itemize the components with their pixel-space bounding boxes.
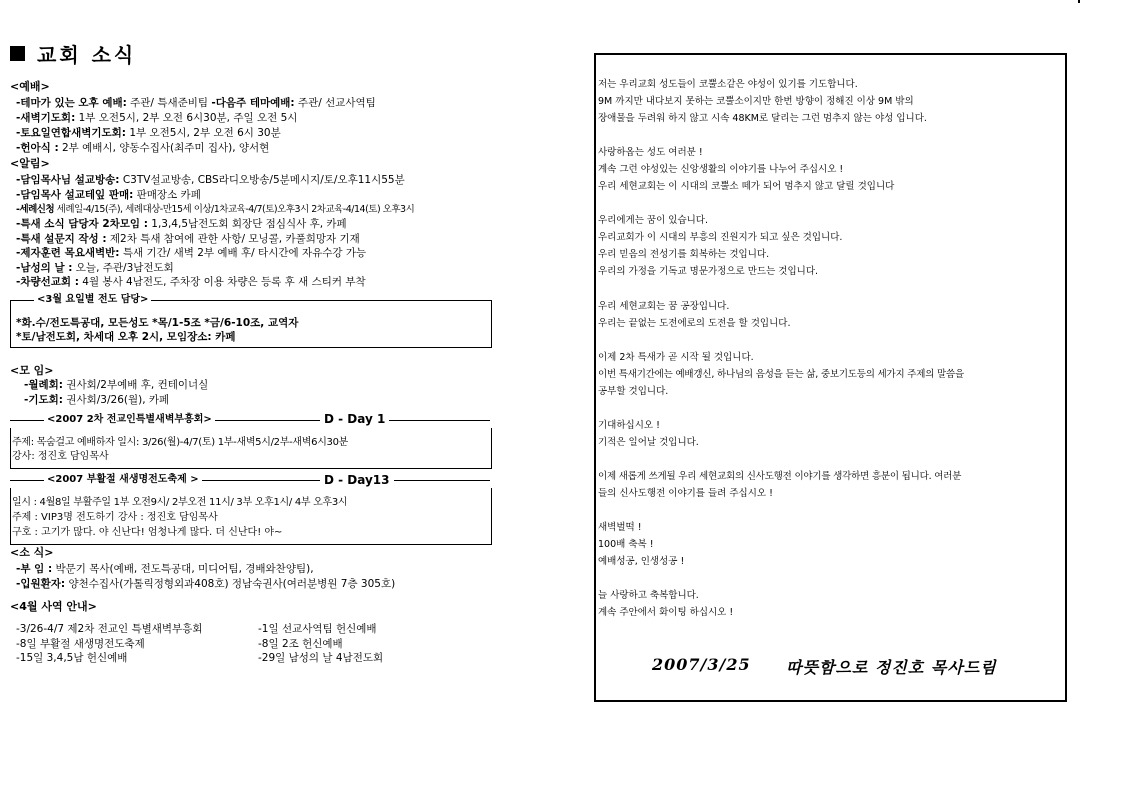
square-bullet-icon — [10, 46, 25, 61]
notice-item: -남성의 날 : 오늘, 주관/3남전도회 — [16, 262, 174, 274]
meeting-item: -기도회: 권사회/3/26(월), 카페 — [24, 394, 170, 406]
letter-line: 우리 세현교회는 이 시대의 코뿔소 떼가 되어 멈추지 않고 달릴 것입니다 — [598, 181, 895, 192]
letter-line: 사랑하옵는 성도 여러분 ! — [598, 147, 703, 158]
notice-item: -특새 소식 담당자 2차모임 : 1,3,4,5남전도회 회장단 점심식사 후, 카페 — [16, 218, 347, 230]
letter-line: 우리 믿음의 전성기를 회복하는 것입니다. — [598, 249, 770, 260]
letter-line: 9M 까지만 내다보지 못하는 코뿔소이지만 한번 방향이 정해진 이상 9M 밖의 — [598, 96, 914, 107]
letter-line: 들의 신사도행전 이야기를 들려 주십시오 ! — [598, 488, 773, 499]
worship-item: -토요일연합새벽기도회: 1부 오전5시, 2부 오전 6시 30분 — [16, 127, 281, 139]
letter-line: 장애물을 두려워 하지 않고 시속 48KM로 달리는 그런 멈추지 않는 야성 입니다. — [598, 113, 927, 124]
letter-line: 계속 그런 야성있는 신앙생활의 이야기를 나누어 주십시오 ! — [598, 164, 844, 175]
worship-item: -헌아식 : 2부 예배시, 양동수집사(최주미 집사), 양서현 — [16, 142, 270, 154]
march-evangelism-label: <3월 요일별 전도 담당> — [34, 293, 151, 307]
easter-line: 구호 : 고기가 많다. 야 신난다! 엄청나게 많다. 더 신난다! 야~ — [12, 527, 283, 538]
notice-item: -담임목사 설교테잎 판매: 판매장소 카페 — [16, 189, 201, 201]
letter-date: 2007/3/25 — [652, 655, 751, 674]
worship-item: -테마가 있는 오후 예배: 주관/ 특새준비팀 -다음주 테마예배: 주관/ 선교사역팀 — [16, 97, 376, 109]
april-item: -8일 2조 헌신예배 — [258, 638, 343, 650]
letter-line: 이제 2차 특새가 곧 시작 될 것입니다. — [598, 352, 754, 363]
easter-line: 주제 : VIP3명 전도하기 강사 : 정진호 담임목사 — [12, 512, 218, 523]
dawn-revival-line: 강사: 정진호 담임목사 — [12, 451, 109, 462]
april-item: -3/26-4/7 제2차 전교인 특별새벽부흥회 — [16, 623, 203, 635]
notice-item: -차량선교회 : 4월 봉사 4남전도, 주차장 이용 차량은 등록 후 새 스티커 부착 — [16, 276, 366, 288]
april-heading: <4월 사역 안내> — [10, 600, 97, 613]
easter-label: <2007 부활절 새생명전도축제 > — [44, 473, 202, 487]
dawn-revival-line: 주제: 목숨걸고 예배하자 일시: 3/26(월)-4/7(토) 1부-새벽5시/2부-새벽6시30분 — [12, 437, 349, 448]
march-evangelism-line: *토/남전도회, 차세대 오후 2시, 모임장소: 카페 — [16, 331, 236, 343]
letter-line: 공부할 것입니다. — [598, 386, 669, 397]
notice-heading: <알림> — [10, 157, 50, 170]
corner-mark — [1078, 0, 1080, 3]
easter-dday: D - Day13 — [320, 472, 394, 488]
news-item: -부 임 : 박문기 목사(예배, 전도특공대, 미디어팀, 경배와찬양팀), — [16, 563, 314, 575]
letter-line: 계속 주안에서 화이팅 하십시오 ! — [598, 607, 734, 618]
pastor-letter-box — [594, 53, 1067, 702]
letter-signature: 따뜻함으로 정진호 목사드림 — [786, 658, 997, 677]
letter-line: 우리 세현교회는 꿈 공장입니다. — [598, 301, 730, 312]
april-item: -15일 3,4,5남 헌신예배 — [16, 652, 128, 664]
letter-line: 새벽벌떡 ! — [598, 522, 642, 533]
april-item: -1일 선교사역팀 헌신예배 — [258, 623, 377, 635]
worship-item: -새벽기도회: 1부 오전5시, 2부 오전 6시30분, 주일 오전 5시 — [16, 112, 298, 124]
notice-item: -특새 설문지 작성 : 제2차 특새 참여에 관한 사항/ 모닝콜, 카풀희망자 기재 — [16, 233, 360, 245]
letter-line: 100배 축복 ! — [598, 539, 654, 550]
march-evangelism-line: *화.수/전도특공대, 모든성도 *목/1-5조 *금/6-10조, 교역자 — [16, 317, 299, 329]
notice-item: -세례신청 세례일-4/15(주), 세례대상-만15세 이상/1차교육-4/7(토)오후3시 2차교육-4/14(토) 오후3시 — [16, 204, 415, 215]
letter-line: 예배성공, 인생성공 ! — [598, 556, 685, 567]
letter-line: 늘 사랑하고 축복합니다. — [598, 590, 699, 601]
letter-line: 이제 새롭게 쓰게될 우리 세현교회의 신사도행전 이야기를 생각하면 흥분이 됩니다. 여러분 — [598, 471, 962, 482]
meeting-heading: <모 임> — [10, 364, 54, 377]
letter-line: 우리에게는 꿈이 있습니다. — [598, 215, 709, 226]
page-title-text: 교회 소식 — [37, 42, 137, 67]
news-heading: <소 식> — [10, 546, 54, 559]
page-title — [10, 40, 136, 66]
letter-line: 우리교회가 이 시대의 부흥의 진원지가 되고 싶은 것입니다. — [598, 232, 843, 243]
news-item: -입원환자: 양천수집사(가톨릭정형외과408호) 정남숙권사(여러분병원 7층 305호) — [16, 578, 396, 590]
meeting-item: -월례회: 권사회/2부예배 후, 컨테이너실 — [24, 379, 209, 391]
letter-line: 기대하십시오 ! — [598, 420, 660, 431]
letter-line: 저는 우리교회 성도들이 코뿔소같은 야성이 있기를 기도합니다. — [598, 79, 858, 90]
dawn-revival-dday: D - Day 1 — [320, 411, 389, 427]
notice-item: -제자훈련 목요새벽반: 특새 기간/ 새벽 2부 예배 후/ 타시간에 자유수강 가능 — [16, 247, 367, 259]
april-item: -8일 부활절 새생명전도축제 — [16, 638, 145, 650]
letter-line: 우리의 가정을 기독교 명문가정으로 만드는 것입니다. — [598, 266, 819, 277]
worship-heading: <예배> — [10, 80, 50, 93]
easter-line: 일시 : 4월8일 부활주일 1부 오전9시/ 2부오전 11시/ 3부 오후1시/ 4부 오후3시 — [12, 497, 348, 508]
notice-item: -담임목사님 설교방송: C3TV설교방송, CBS라디오방송/5분메시지/토/오후11시55분 — [16, 174, 405, 186]
letter-line: 기적은 일어날 것입니다. — [598, 437, 699, 448]
letter-line: 우리는 끝없는 도전에로의 도전을 할 것입니다. — [598, 318, 791, 329]
letter-line: 이번 특새기간에는 예배갱신, 하나님의 음성을 듣는 삶, 중보기도등의 세가지 주제의 말씀을 — [598, 369, 964, 380]
april-item: -29일 남성의 날 4남전도회 — [258, 652, 384, 664]
dawn-revival-label: <2007 2차 전교인특별새벽부흥회> — [44, 413, 215, 427]
